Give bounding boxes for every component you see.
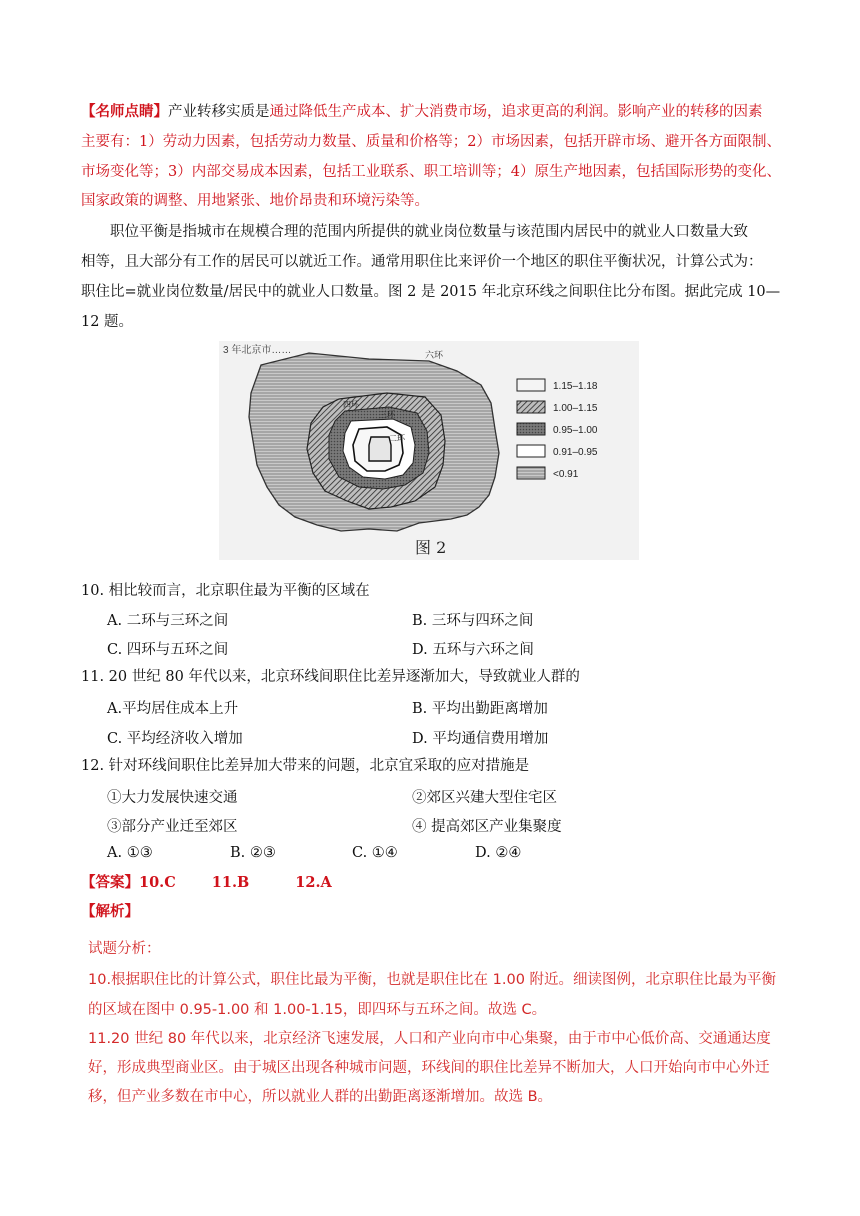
legend-swatch-2 [517,401,545,413]
legend-label-3: 0.95–1.00 [553,425,598,436]
legend-label-5: <0.91 [553,469,579,480]
q10-option-c[interactable]: C. 四环与五环之间 [107,642,229,658]
analysis-line-5: 移，但产业多数在市中心，所以就业人群的出勤距离逐渐增加。故选 B。 [88,1089,553,1105]
question-12-stem: 12. 针对环线间职住比差异加大带来的问题，北京宜采取的应对措施是 [81,758,530,774]
q12-statement-1: ①大力发展快速交通 [107,790,238,806]
tip-line-1-black: 产业转移实质是 [168,104,270,120]
tip-line-2: 主要有：1）劳动力因素，包括劳动力数量、质量和价格等；2）市场因素，包括开辟市场、避开各方面限制、 [81,134,781,150]
analysis-heading: 试题分析： [88,941,161,957]
q11-option-c[interactable]: C. 平均经济收入增加 [107,731,243,747]
passage-line-4: 12 题。 [81,314,134,330]
q12-statement-2: ②郊区兴建大型住宅区 [412,790,557,806]
ring-3-label: 三环 [379,410,395,419]
map-title-fragment: 3 年北京市…… [223,345,292,356]
answer-10: 10.C [139,874,176,891]
legend-label-2: 1.00–1.15 [553,403,598,414]
analysis-label: 【解析】 [81,903,139,920]
ring-2-label: 二环 [389,434,405,443]
question-10-stem: 10. 相比较而言，北京职住最为平衡的区域在 [81,583,370,599]
q12-option-b[interactable]: B. ②③ [230,845,276,861]
legend-label-1: 1.15–1.18 [553,381,598,392]
answer-label: 【答案】 [81,874,139,891]
analysis-line-4: 好，形成典型商业区。由于城区出现各种城市问题，环线间的职住比差异不断加大，人口开始向市中心外迁 [88,1060,770,1076]
analysis-line-3: 11.20 世纪 80 年代以来，北京经济飞速发展，人口和产业向市中心集聚，由于市中心低价高、交通通达度 [88,1031,771,1047]
passage-line-1: 职位平衡是指城市在规模合理的范围内所提供的就业岗位数量与该范围内居民中的就业人口数量大致 [110,224,748,240]
q12-option-a[interactable]: A. ①③ [107,845,153,861]
tip-line-4: 国家政策的调整、用地紧张、地价昂贵和环境污染等。 [81,193,429,209]
q12-statement-3: ③部分产业迁至郊区 [107,819,238,835]
q10-option-d[interactable]: D. 五环与六环之间 [412,642,534,658]
q12-option-d[interactable]: D. ②④ [475,845,522,861]
tip-line-1 [81,102,763,122]
answer-row [81,873,332,893]
question-11-stem: 11. 20 世纪 80 年代以来，北京环线间职住比差异逐渐加大，导致就业人群的 [81,669,580,685]
legend-swatch-5 [517,467,545,479]
q10-option-a[interactable]: A. 二环与三环之间 [107,613,229,629]
figure-2-map [219,341,639,560]
passage-line-2: 相等，且大部分有工作的居民可以就近工作。通常用职住比来评价一个地区的职住平衡状况，计算公式为： [81,254,763,270]
legend-swatch-3 [517,423,545,435]
analysis-line-1: 10.根据职住比的计算公式，职住比最为平衡，也就是职住比在 1.00 附近。细读图例，北京职住比最为平衡 [88,972,777,988]
ring-6-label: 六环 [425,350,444,360]
ring-4-label: 四环 [343,400,359,409]
tip-line-3: 市场变化等；3）内部交易成本因素，包括工业联系、职工培训等；4）原生产地因素，包括国际形势的变化、 [81,164,781,180]
legend-label-4: 0.91–0.95 [553,447,598,458]
analysis-line-2: 的区域在图中 0.95-1.00 和 1.00-1.15，即四环与五环之间。故选 C。 [88,1002,547,1018]
q10-option-b[interactable]: B. 三环与四环之间 [412,613,534,629]
legend-swatch-1 [517,379,545,391]
q11-option-d[interactable]: D. 平均通信费用增加 [412,731,549,747]
q11-option-b[interactable]: B. 平均出勤距离增加 [412,701,548,717]
tip-line-1-red: 通过降低生产成本、扩大消费市场，追求更高的利润。影响产业的转移的因素 [269,104,763,120]
q12-option-c[interactable]: C. ①④ [352,845,398,861]
legend-swatch-4 [517,445,545,457]
passage-line-3: 职住比=就业岗位数量/居民中的就业人口数量。图 2 是 2015 年北京环线之间职住比分布图。据此完成 10— [81,284,781,300]
q11-option-a[interactable]: A.平均居住成本上升 [107,701,239,717]
tip-label: 【名师点睛】 [81,103,168,120]
figure-caption: 图 2 [415,538,447,557]
q12-statement-4: ④ 提高郊区产业集聚度 [412,819,562,835]
answer-12: 12.A [295,874,332,891]
answer-11: 11.B [211,874,250,891]
